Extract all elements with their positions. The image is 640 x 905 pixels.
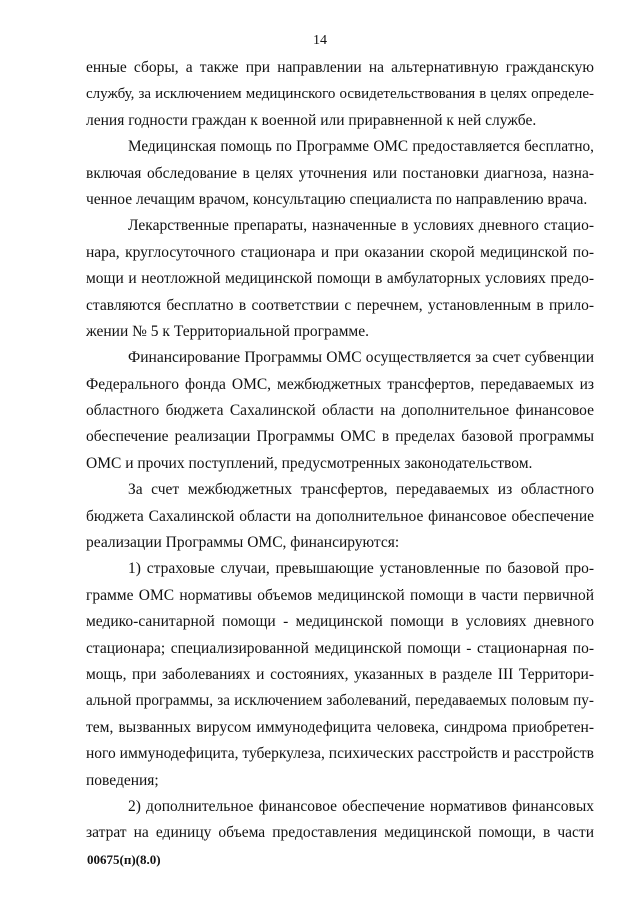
- text-line: 2) дополнительное финансовое обеспечение нормативов финансовых: [128, 797, 594, 815]
- text-line: мощь, при заболеваниях и состояниях, указанных в разделе III Территори-: [86, 665, 594, 683]
- text-line: ставляются бесплатно в соответствии с перечнем, установленным в прило-: [86, 296, 594, 314]
- text-line: енные сборы, а также при направлении на альтернативную гражданскую: [86, 59, 594, 76]
- text-line: обеспечение реализации Программы ОМС в пределах базовой программы: [86, 428, 594, 446]
- text-line: стационара; специализированной медицинской помощи - стационарная по-: [86, 639, 594, 657]
- text-line: Финансирование Программы ОМС осуществляется за счет субвенции: [128, 349, 594, 367]
- text-line: медико-санитарной помощи - медицинской помощи в условиях дневного: [86, 613, 594, 631]
- text-line: мощи и неотложной медицинской помощи в амбулаторных условиях предо-: [86, 270, 594, 288]
- text-line: Медицинская помощь по Программе ОМС предоставляется бесплатно,: [128, 138, 594, 156]
- text-line: грамме ОМС нормативы объемов медицинской помощи в части первичной: [86, 586, 594, 604]
- text-line: поведения;: [86, 771, 159, 789]
- text-line: бюджета Сахалинской области на дополнительное финансовое обеспечение: [86, 507, 594, 525]
- text-line: тем, вызванных вирусом иммунодефицита человека, синдрома приобретен-: [86, 718, 594, 736]
- text-line: 1) страховые случаи, превышающие установленные по базовой про-: [128, 560, 594, 578]
- document-code: 00675(п)(8.0): [87, 852, 161, 867]
- text-line: ления годности граждан к военной или приравненной к ней службе.: [86, 111, 537, 129]
- text-line: ного иммунодефицита, туберкулеза, психических расстройств и расстройств: [86, 745, 594, 763]
- text-line: Лекарственные препараты, назначенные в условиях дневного стацио-: [128, 217, 594, 235]
- text-line: нара, круглосуточного стационара и при оказании скорой медицинской по-: [86, 243, 594, 261]
- text-line: областного бюджета Сахалинской области на дополнительное финансовое: [86, 402, 594, 420]
- text-line: реализации Программы ОМС, финансируются:: [86, 534, 400, 552]
- text-line: альной программы, за исключением заболеваний, передаваемых половым пу-: [86, 692, 594, 710]
- text-line: Федерального фонда ОМС, межбюджетных трансфертов, передаваемых из: [86, 375, 594, 393]
- text-line: ОМС и прочих поступлений, предусмотренных законодательством.: [86, 454, 533, 472]
- text-line: За счет межбюджетных трансфертов, передаваемых из областного: [128, 481, 594, 499]
- body-text: [86, 55, 594, 847]
- text-line: затрат на единицу объема предоставления медицинской помощи, в части: [86, 824, 594, 842]
- text-line: ченное лечащим врачом, консультацию специалиста по направлению врача.: [86, 190, 588, 208]
- text-line: службу, за исключением медицинского освидетельствования в целях определе-: [86, 86, 594, 103]
- text-line: включая обследование в целях уточнения или постановки диагноза, назна-: [86, 164, 594, 182]
- page-number: 14: [313, 33, 327, 48]
- text-line: жении № 5 к Территориальной программе.: [86, 322, 369, 340]
